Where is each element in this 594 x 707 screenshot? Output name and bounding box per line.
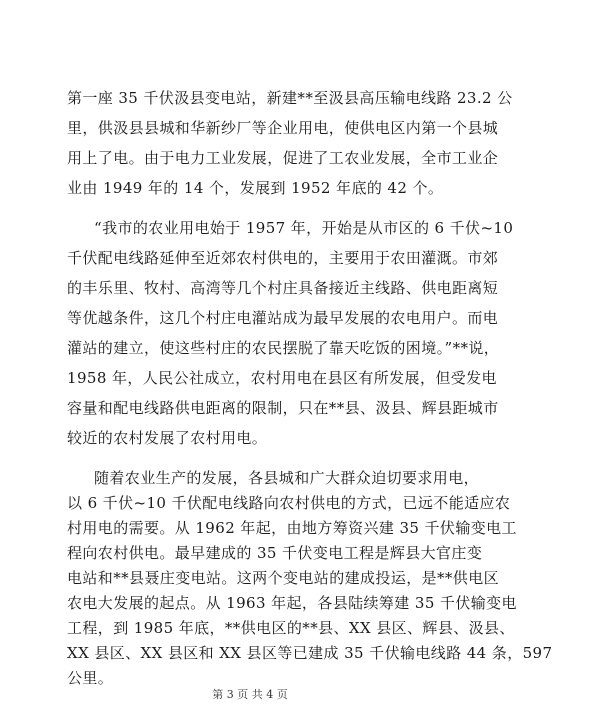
text-line: 随着农业生产的发展，各县城和广大群众迫切要求用电， bbox=[94, 469, 480, 487]
text-line: 村用电的需要。从 1962 年起，由地方筹资兴建 35 千伏输变电工 bbox=[67, 519, 517, 537]
text-line: 工程，到 1985 年底，**供电区的**县、XX 县区、辉县、汲县、 bbox=[67, 619, 515, 637]
text-line: 用上了电。由于电力工业发展，促进了工农业发展，全市工业企 bbox=[67, 149, 499, 167]
text-line: 较近的农村发展了农村用电。 bbox=[67, 429, 268, 447]
text-line: 程向农村供电。最早建成的 35 千伏变电工程是辉县大官庄变 bbox=[67, 544, 483, 562]
text-line: 第一座 35 千伏汲县变电站，新建**至汲县高压输电线路 23.2 公 bbox=[67, 89, 513, 107]
text-line: 容量和配电线路供电距离的限制，只在**县、汲县、辉县距城市 bbox=[67, 399, 499, 417]
text-line: 灌站的建立，使这些村庄的农民摆脱了靠天吃饭的困境。”**说， bbox=[67, 339, 500, 357]
text-line: 千伏配电线路延伸至近郊农村供电的，主要用于农田灌溉。市郊 bbox=[67, 249, 499, 267]
text-line: 电站和**县聂庄变电站。这两个变电站的建成投运，是**供电区 bbox=[67, 569, 500, 587]
text-line: “我市的农业用电始于 1957 年，开始是从市区的 6 千伏~10 bbox=[94, 219, 514, 237]
text-line: 等优越条件，这几个村庄电灌站成为最早发展的农电用户。而电 bbox=[67, 309, 499, 327]
text-line: 1958 年，人民公社成立，农村用电在县区有所发展，但受发电 bbox=[67, 369, 497, 387]
text-line: 业由 1949 年的 14 个，发展到 1952 年底的 42 个。 bbox=[67, 179, 444, 197]
text-line: 农电大发展的起点。从 1963 年起，各县陆续筹建 35 千伏输变电 bbox=[67, 594, 517, 612]
text-line: XX 县区、XX 县区和 XX 县区等已建成 35 千伏输电线路 44 条，597 bbox=[67, 644, 553, 662]
text-line: 里，供汲县县城和华新纱厂等企业用电，使供电区内第一个县城 bbox=[67, 119, 499, 137]
text-line: 以 6 千伏~10 千伏配电线路向农村供电的方式，已远不能适应农 bbox=[67, 494, 511, 512]
text-line: 的丰乐里、牧村、高湾等几个村庄具备接近主线路、供电距离短 bbox=[67, 279, 499, 297]
text-line: 公里。 bbox=[67, 669, 114, 687]
page-footer: 第 3 页 共 4 页 bbox=[212, 688, 288, 701]
